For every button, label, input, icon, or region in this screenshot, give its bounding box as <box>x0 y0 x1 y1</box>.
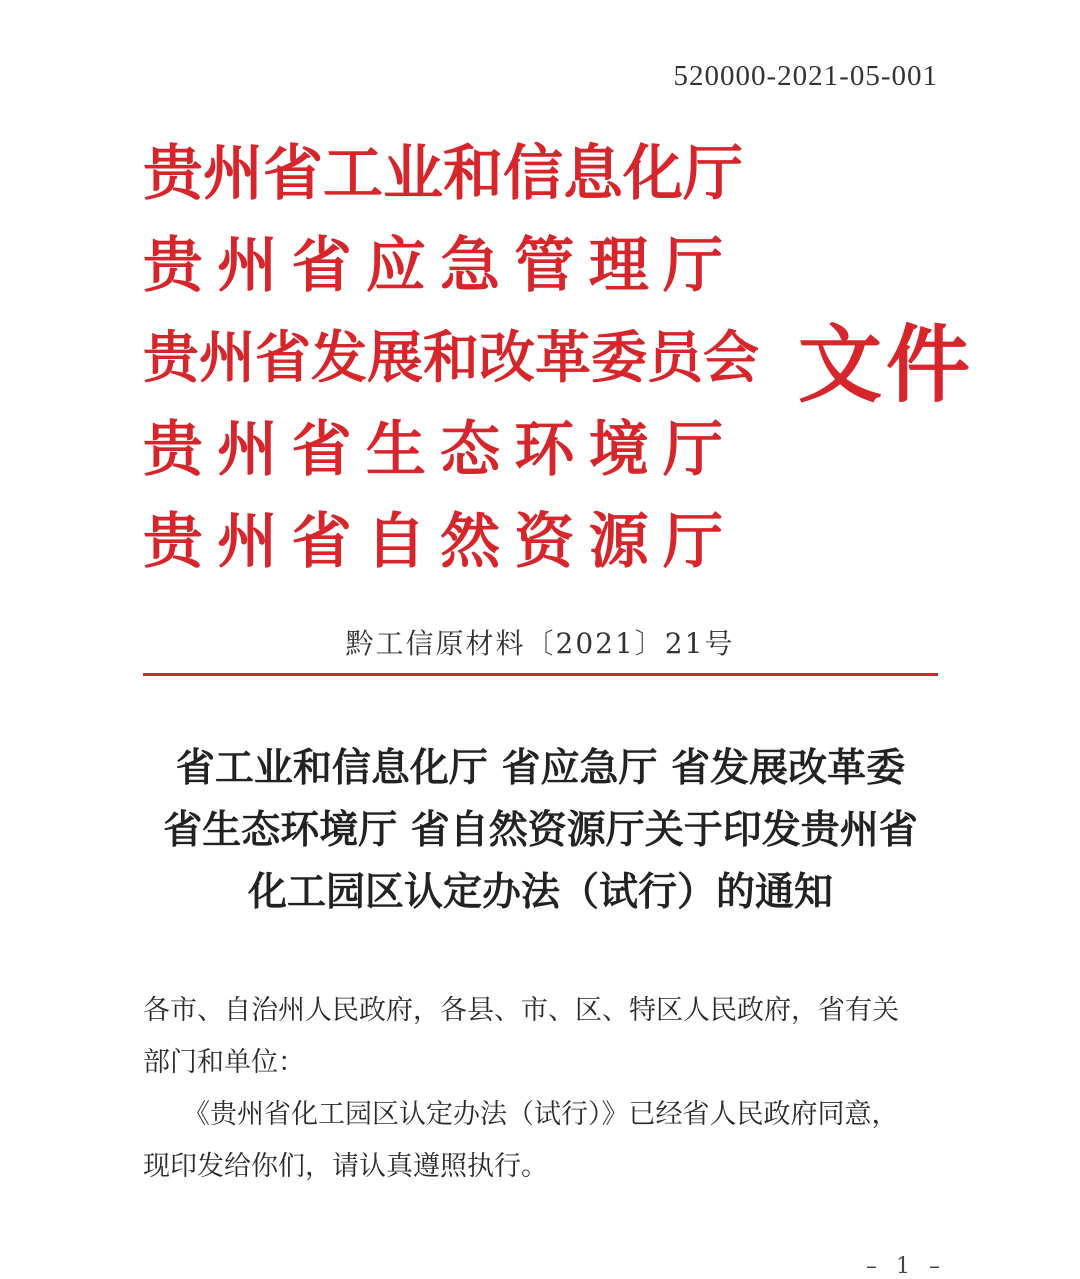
document-number: 黔工信原材料〔2021〕21号 <box>345 627 735 660</box>
issuer-char: 省 <box>255 325 311 391</box>
issuer-char: 态 <box>440 415 501 485</box>
issuer-char: 生 <box>365 415 426 485</box>
issuing-authorities <box>143 128 759 588</box>
issuer-char: 州 <box>217 231 278 301</box>
issuer-char: 改 <box>479 325 535 391</box>
issuer-char: 自 <box>365 507 426 577</box>
issuer-char: 革 <box>535 325 591 391</box>
body-paragraph-line: 《贵州省化工园区认定办法（试行）》已经省人民政府同意， <box>183 1099 899 1130</box>
notice-title <box>143 738 938 924</box>
issuer-char: 发 <box>311 325 367 391</box>
body-paragraph-line: 现印发给你们，请认真遵照执行。 <box>143 1151 548 1182</box>
issuer-char: 州 <box>199 325 255 391</box>
page-number: – 1 – <box>866 1254 946 1279</box>
issuer-char: 展 <box>367 325 423 391</box>
issuer-char: 贵 <box>143 139 203 209</box>
issuer-char: 贵 <box>143 507 203 577</box>
title-line: 省工业和信息化厅 省应急厅 省发展改革委 <box>175 746 906 791</box>
issuer-char: 贵 <box>143 415 203 485</box>
issuer-char: 州 <box>217 415 278 485</box>
issuer-char: 息 <box>563 139 623 209</box>
issuer-char: 应 <box>365 231 426 301</box>
body-text <box>143 985 943 1193</box>
issuer-char: 州 <box>217 507 278 577</box>
issuer-char: 化 <box>623 139 683 209</box>
title-line: 化工园区认定办法（试行）的通知 <box>247 870 833 915</box>
issuer-char: 境 <box>588 415 649 485</box>
issuer-char: 贵 <box>143 325 199 391</box>
issuer-char: 环 <box>514 415 575 485</box>
issuer-line <box>143 220 723 312</box>
issuer-char: 业 <box>383 139 443 209</box>
issuer-line <box>143 404 723 496</box>
issuer-char: 然 <box>440 507 501 577</box>
issuer-char: 信 <box>503 139 563 209</box>
red-divider <box>143 673 938 676</box>
issuer-char: 急 <box>440 231 501 301</box>
issuer-char: 省 <box>291 231 352 301</box>
issuer-line <box>143 128 743 220</box>
salutation-line: 部门和单位： <box>143 1047 305 1078</box>
issuer-char: 和 <box>443 139 503 209</box>
issuer-char: 厅 <box>662 231 723 301</box>
issuer-char: 厅 <box>683 139 743 209</box>
issuer-char: 厅 <box>662 415 723 485</box>
title-line: 省生态环境厅 省自然资源厅关于印发贵州省 <box>163 808 918 853</box>
issuer-line <box>143 312 759 404</box>
document-code: 520000-2021-05-001 <box>673 60 938 92</box>
issuer-char: 员 <box>647 325 703 391</box>
issuer-char: 州 <box>203 139 263 209</box>
issuer-char: 贵 <box>143 231 203 301</box>
salutation-line: 各市、自治州人民政府，各县、市、区、特区人民政府，省有关 <box>143 995 899 1026</box>
issuer-char: 管 <box>514 231 575 301</box>
issuer-char: 和 <box>423 325 479 391</box>
issuer-char: 省 <box>291 507 352 577</box>
issuer-char: 委 <box>591 325 647 391</box>
issuer-char: 厅 <box>662 507 723 577</box>
issuer-char: 省 <box>263 139 323 209</box>
issuer-char: 工 <box>323 139 383 209</box>
issuer-char: 源 <box>588 507 649 577</box>
document-suffix: 文件 <box>798 315 975 414</box>
issuer-char: 会 <box>703 325 759 391</box>
issuer-char: 省 <box>291 415 352 485</box>
issuer-char: 理 <box>588 231 649 301</box>
issuer-line <box>143 496 723 588</box>
issuer-char: 资 <box>514 507 575 577</box>
